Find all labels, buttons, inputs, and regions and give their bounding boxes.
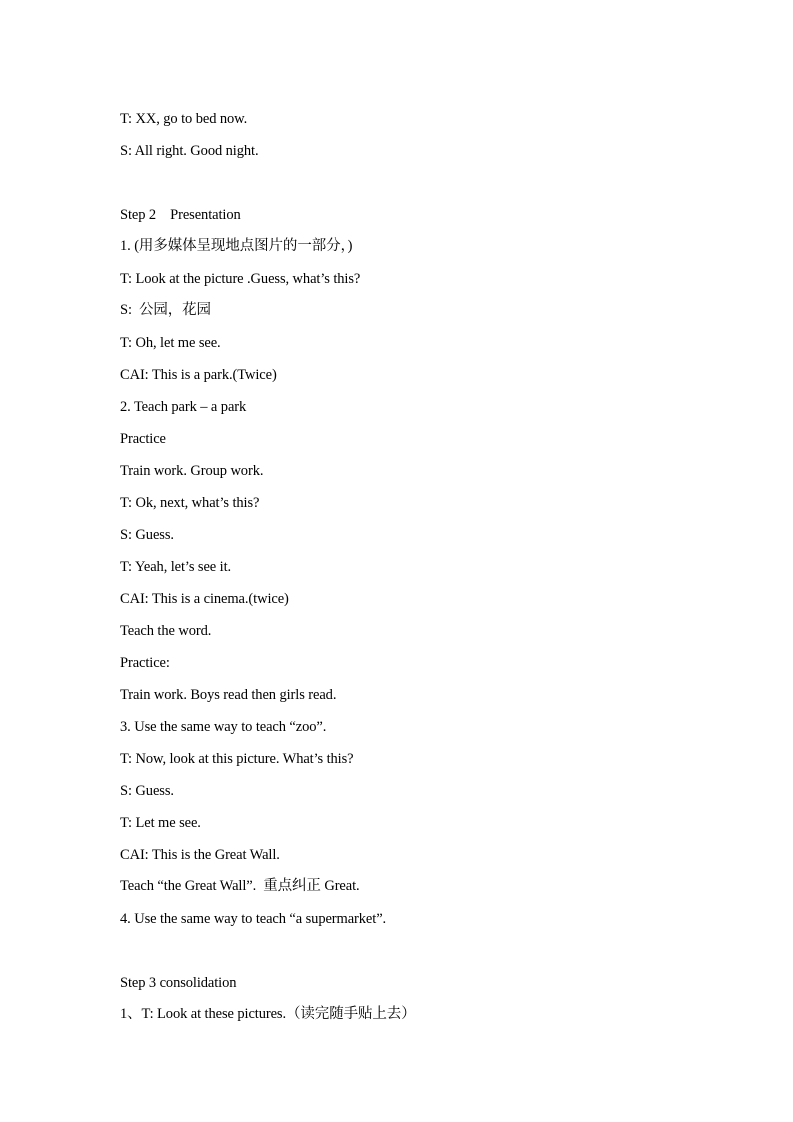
text-line: T: Ok, next, what’s this? bbox=[120, 495, 260, 511]
text-line: T: Yeah, let’s see it. bbox=[120, 559, 232, 575]
text-line: S: All right. Good night. bbox=[120, 143, 259, 159]
text-line: Train work. Group work. bbox=[120, 463, 264, 479]
text-line: CAI: This is a park.(Twice) bbox=[120, 367, 277, 383]
text-line: Teach the word. bbox=[120, 623, 212, 639]
text-line: 1. (用多媒体呈现地点图片的一部分，) bbox=[120, 238, 353, 254]
text-line: T: XX, go to bed now. bbox=[120, 111, 248, 127]
text-line: Teach “the Great Wall”. 重点纠正 Great. bbox=[120, 878, 360, 894]
text-line: 4. Use the same way to teach “a supermarket”. bbox=[120, 911, 387, 927]
text-line: Train work. Boys read then girls read. bbox=[120, 687, 337, 703]
section-heading: Step 3 consolidation bbox=[120, 975, 237, 991]
text-line: CAI: This is a cinema.(twice) bbox=[120, 591, 289, 607]
text-line: 2. Teach park – a park bbox=[120, 399, 247, 415]
text-line: Practice bbox=[120, 431, 166, 447]
text-line: S: 公园，花园 bbox=[120, 302, 211, 318]
text-line: Practice: bbox=[120, 655, 170, 671]
text-line: S: Guess. bbox=[120, 783, 174, 799]
text-line: 3. Use the same way to teach “zoo”. bbox=[120, 719, 327, 735]
text-line: T: Now, look at this picture. What’s this? bbox=[120, 751, 354, 767]
text-line: 1、T: Look at these pictures.（读完随手贴上去） bbox=[120, 1006, 416, 1022]
section-heading: Step 2 Presentation bbox=[120, 207, 241, 223]
text-line: S: Guess. bbox=[120, 527, 174, 543]
text-line: T: Look at the picture .Guess, what’s this? bbox=[120, 271, 361, 287]
text-line: T: Oh, let me see. bbox=[120, 335, 221, 351]
text-line: T: Let me see. bbox=[120, 815, 201, 831]
text-line: CAI: This is the Great Wall. bbox=[120, 847, 280, 863]
